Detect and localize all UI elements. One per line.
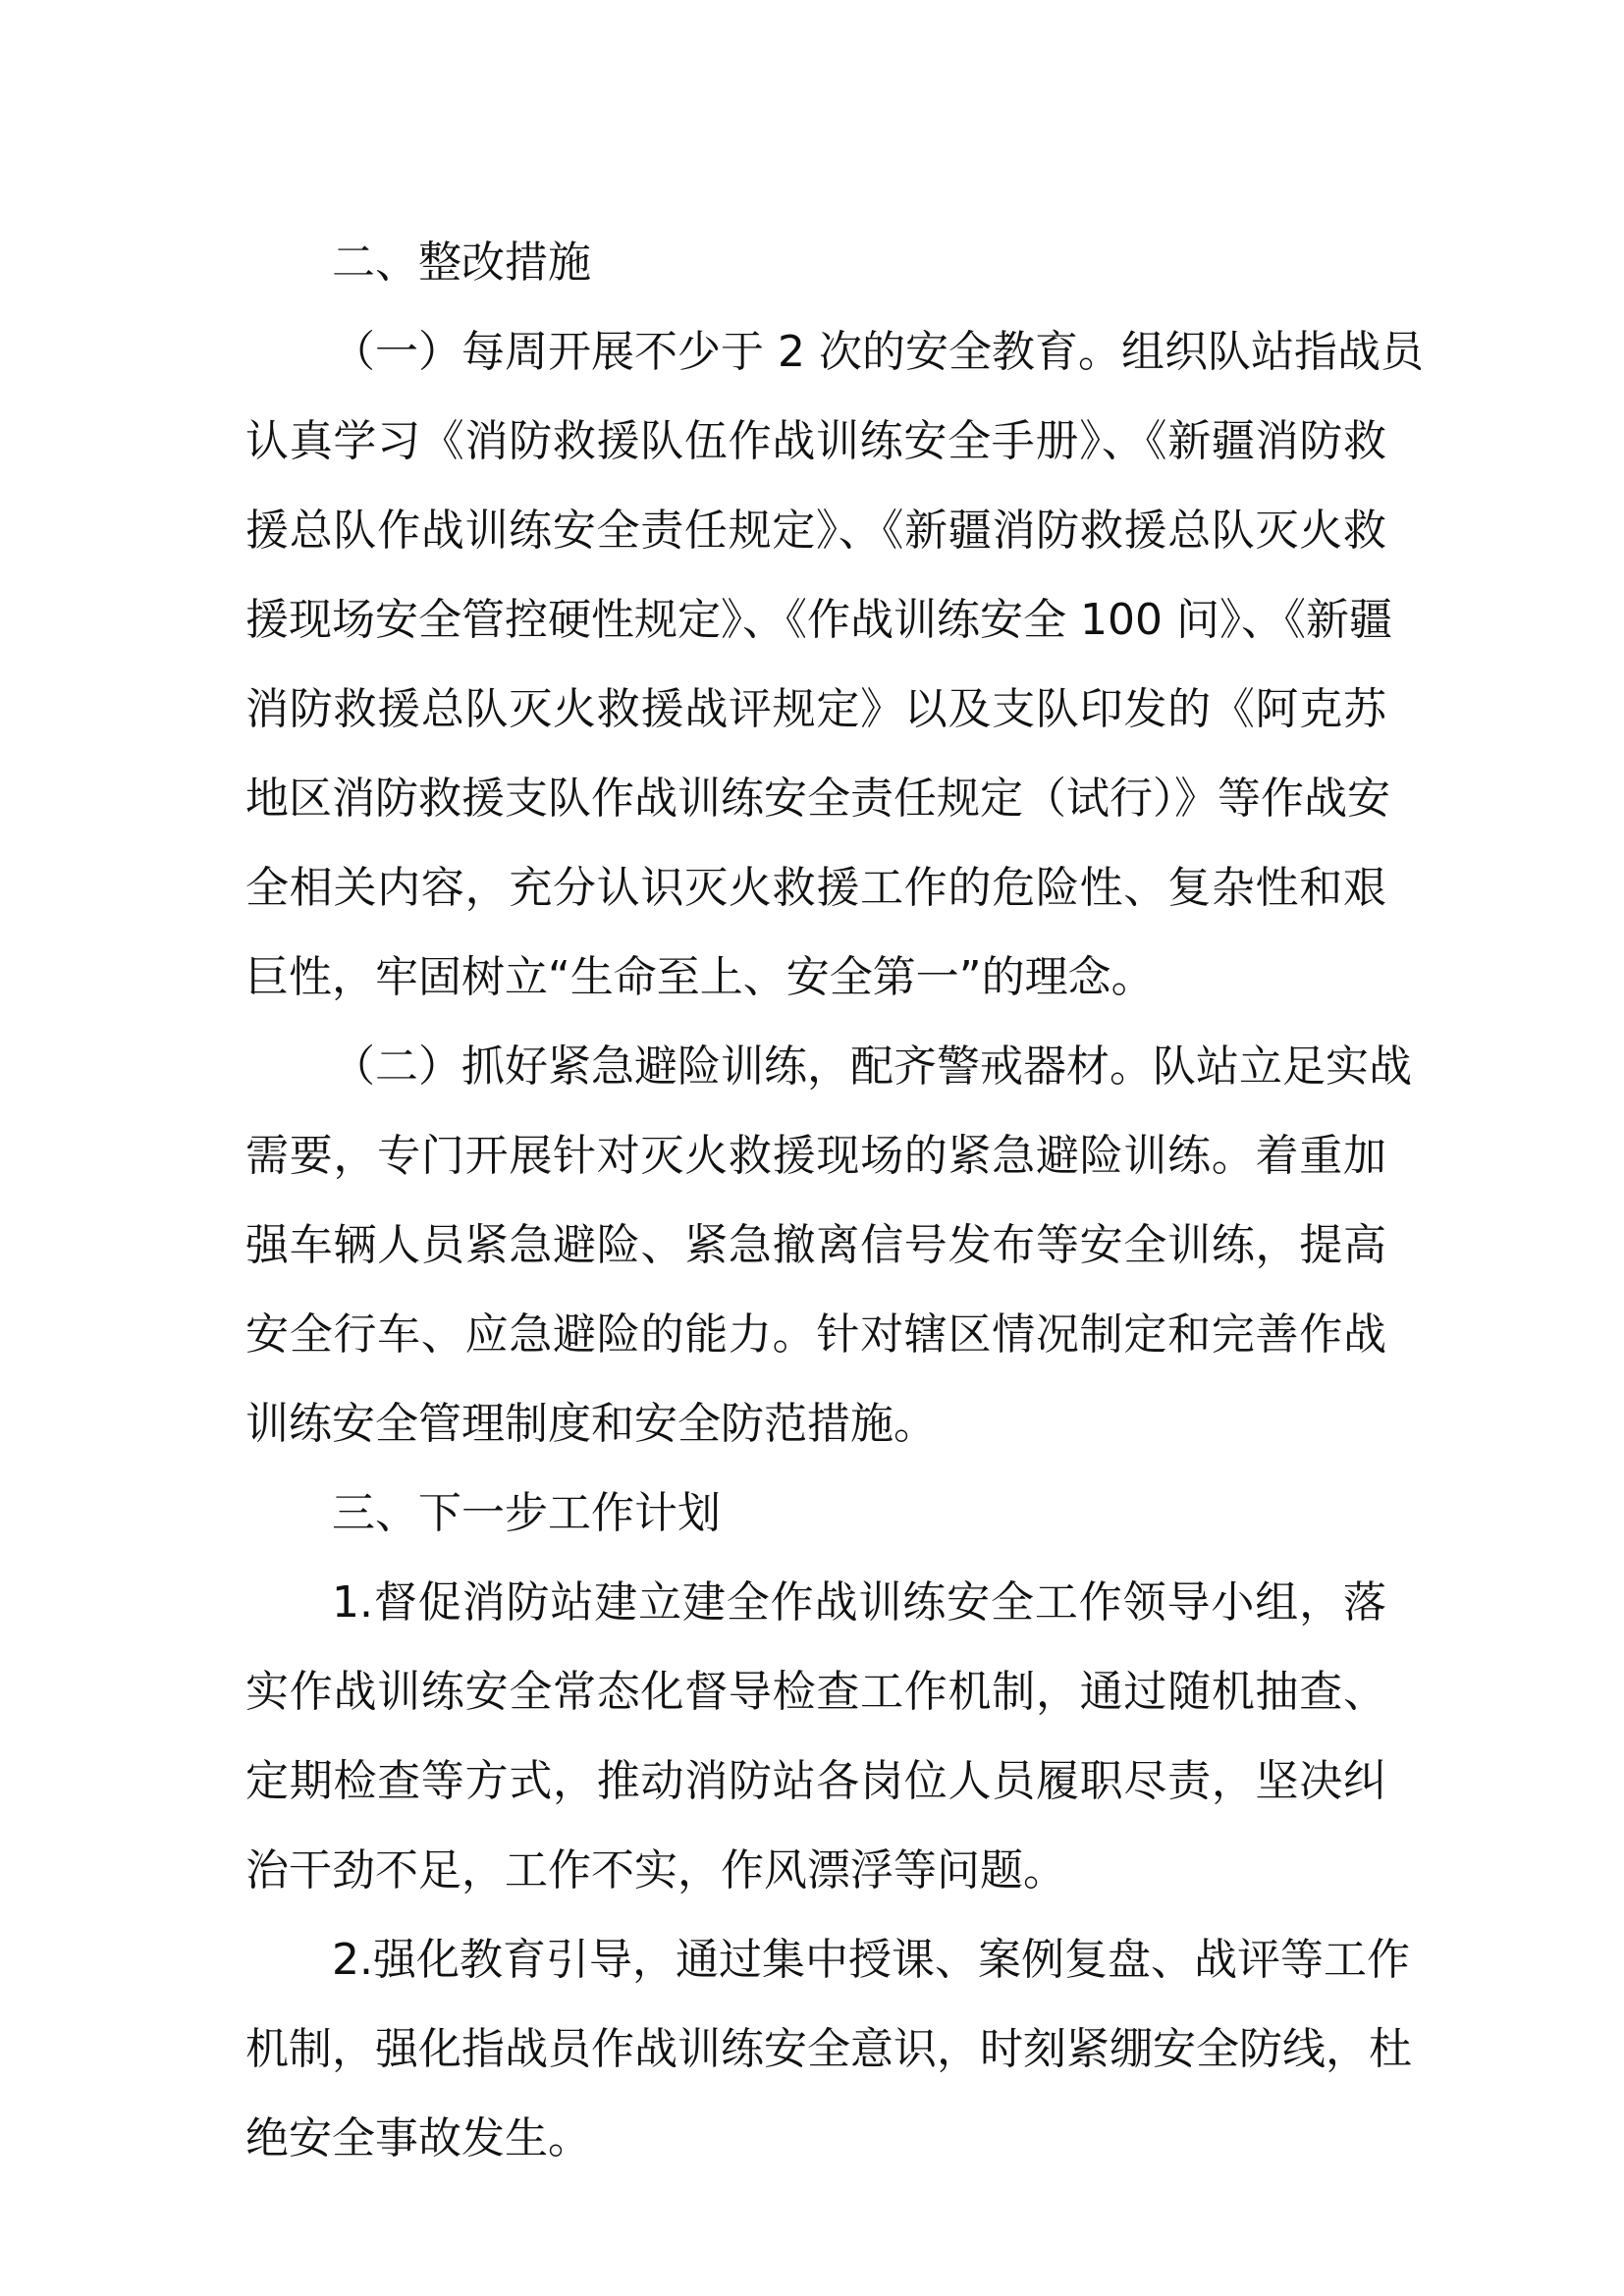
paragraph-line: 地区消防救援支队作战训练安全责任规定（试行）》等作战安 xyxy=(245,774,1390,824)
paragraph-line: 消防救援总队灭火救援战评规定》以及支队印发的《阿克苏 xyxy=(245,684,1386,734)
paragraph-line: 认真学习《消防救援队伍作战训练安全手册》、《新疆消防救 xyxy=(245,416,1386,466)
paragraph-plan-item-2 xyxy=(245,1915,1412,2183)
paragraph-line: 安全行车、应急避险的能力。针对辖区情况制定和完善作战 xyxy=(245,1309,1386,1360)
paragraph-line: 全相关内容，充分认识灭火救援工作的危险性、复杂性和艰 xyxy=(245,863,1386,913)
paragraph-line: 机制，强化指战员作战训练安全意识，时刻紧绷安全防线，杜 xyxy=(245,2024,1412,2074)
section-heading-next-steps: 三、下一步工作计划 xyxy=(332,1488,721,1538)
section-heading-measures: 二、整改措施 xyxy=(332,238,591,288)
paragraph-line: 1.督促消防站建立建全作战训练安全工作领导小组，落 xyxy=(332,1577,1386,1628)
paragraph-line: 治干劲不足，工作不实，作风漂浮等问题。 xyxy=(245,1845,1066,1896)
paragraph-line: 训练安全管理制度和安全防范措施。 xyxy=(245,1399,937,1449)
paragraph-line: 2.强化教育引导，通过集中授课、案例复盘、战评等工作 xyxy=(332,1935,1410,1985)
paragraph-safety-education xyxy=(245,307,1424,1022)
paragraph-line: （一）每周开展不少于 2 次的安全教育。组织队站指战员 xyxy=(332,327,1424,377)
paragraph-line: 需要，专门开展针对灭火救援现场的紧急避险训练。着重加 xyxy=(245,1131,1386,1181)
paragraph-plan-item-1 xyxy=(245,1558,1386,1915)
paragraph-line: 援总队作战训练安全责任规定》、《新疆消防救援总队灭火救 xyxy=(245,506,1386,556)
paragraph-line: 援现场安全管控硬性规定》、《作战训练安全 100 问》、《新疆 xyxy=(245,595,1392,645)
paragraph-line: （二）抓好紧急避险训练，配齐警戒器材。队站立足实战 xyxy=(332,1041,1412,1092)
paragraph-line: 绝安全事故发生。 xyxy=(245,2113,591,2163)
document-page xyxy=(245,218,1424,2183)
paragraph-line: 实作战训练安全常态化督导检查工作机制，通过随机抽查、 xyxy=(245,1667,1386,1717)
paragraph-line: 巨性，牢固树立“生命至上、安全第一”的理念。 xyxy=(245,952,1155,1002)
paragraph-line: 定期检查等方式，推动消防站各岗位人员履职尽责，坚决纠 xyxy=(245,1756,1386,1806)
paragraph-emergency-training xyxy=(245,1022,1412,1468)
paragraph-line: 强车辆人员紧急避险、紧急撤离信号发布等安全训练，提高 xyxy=(245,1220,1386,1270)
